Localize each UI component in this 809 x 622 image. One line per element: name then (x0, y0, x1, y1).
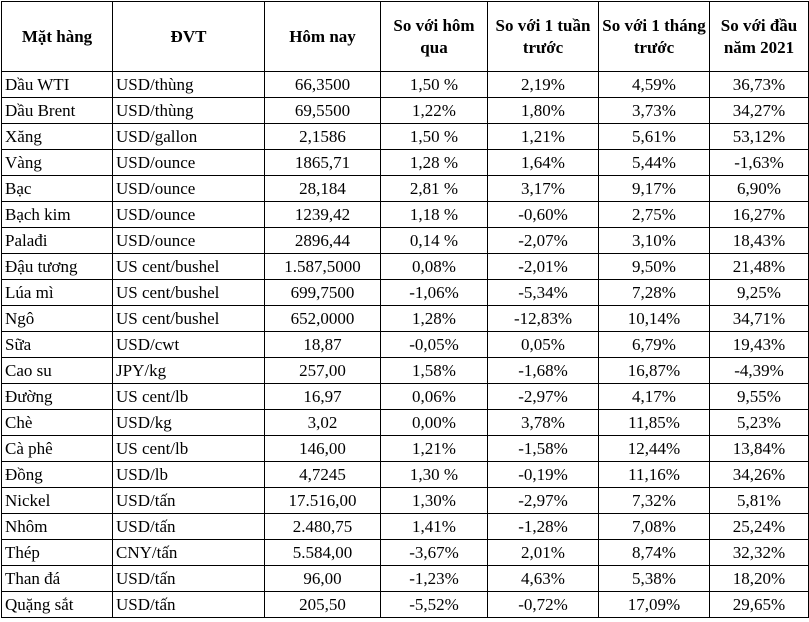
table-row (2, 410, 809, 436)
cell-vs-week: 4,63% (488, 566, 599, 592)
cell-unit: USD/cwt (113, 332, 265, 358)
table-row (2, 592, 809, 618)
cell-vs-yesterday: 0,08% (381, 254, 488, 280)
cell-vs-year-start: 5,23% (710, 410, 809, 436)
cell-today: 1239,42 (265, 202, 381, 228)
cell-vs-month: 7,32% (599, 488, 710, 514)
cell-vs-year-start: 36,73% (710, 72, 809, 98)
table-row (2, 254, 809, 280)
cell-unit: US cent/lb (113, 384, 265, 410)
cell-vs-year-start: 9,55% (710, 384, 809, 410)
cell-unit: US cent/bushel (113, 280, 265, 306)
cell-vs-yesterday: 0,00% (381, 410, 488, 436)
table-row (2, 228, 809, 254)
table-row (2, 540, 809, 566)
cell-commodity: Thép (2, 540, 113, 566)
cell-today: 1865,71 (265, 150, 381, 176)
header-row (2, 2, 809, 72)
cell-vs-year-start: 34,71% (710, 306, 809, 332)
cell-vs-month: 2,75% (599, 202, 710, 228)
table-row (2, 384, 809, 410)
cell-today: 652,0000 (265, 306, 381, 332)
cell-commodity: Vàng (2, 150, 113, 176)
cell-today: 69,5500 (265, 98, 381, 124)
cell-vs-week: -0,72% (488, 592, 599, 618)
table-row (2, 150, 809, 176)
cell-commodity: Đường (2, 384, 113, 410)
cell-vs-yesterday: -1,23% (381, 566, 488, 592)
cell-today: 16,97 (265, 384, 381, 410)
cell-vs-yesterday: 0,14 % (381, 228, 488, 254)
cell-vs-month: 5,61% (599, 124, 710, 150)
cell-vs-year-start: 5,81% (710, 488, 809, 514)
cell-today: 146,00 (265, 436, 381, 462)
cell-commodity: Than đá (2, 566, 113, 592)
cell-commodity: Sữa (2, 332, 113, 358)
cell-vs-yesterday: 2,81 % (381, 176, 488, 202)
cell-today: 66,3500 (265, 72, 381, 98)
cell-vs-week: -1,68% (488, 358, 599, 384)
cell-vs-year-start: -1,63% (710, 150, 809, 176)
cell-vs-week: -12,83% (488, 306, 599, 332)
cell-vs-month: 5,38% (599, 566, 710, 592)
cell-commodity: Cao su (2, 358, 113, 384)
cell-vs-month: 6,79% (599, 332, 710, 358)
table-row (2, 280, 809, 306)
cell-commodity: Chè (2, 410, 113, 436)
cell-unit: USD/thùng (113, 72, 265, 98)
cell-unit: USD/lb (113, 462, 265, 488)
table-row (2, 566, 809, 592)
cell-vs-month: 4,59% (599, 72, 710, 98)
cell-today: 18,87 (265, 332, 381, 358)
cell-unit: USD/ounce (113, 228, 265, 254)
cell-vs-year-start: 18,43% (710, 228, 809, 254)
cell-vs-year-start: -4,39% (710, 358, 809, 384)
cell-vs-month: 7,08% (599, 514, 710, 540)
cell-today: 3,02 (265, 410, 381, 436)
cell-vs-month: 3,73% (599, 98, 710, 124)
cell-commodity: Dầu Brent (2, 98, 113, 124)
table-row (2, 332, 809, 358)
cell-unit: USD/tấn (113, 566, 265, 592)
cell-commodity: Nickel (2, 488, 113, 514)
cell-unit: USD/tấn (113, 592, 265, 618)
cell-vs-yesterday: 0,06% (381, 384, 488, 410)
cell-vs-year-start: 21,48% (710, 254, 809, 280)
cell-vs-month: 7,28% (599, 280, 710, 306)
header-commodity: Mặt hàng (2, 2, 113, 72)
cell-vs-week: 2,01% (488, 540, 599, 566)
cell-commodity: Bạch kim (2, 202, 113, 228)
cell-vs-month: 11,16% (599, 462, 710, 488)
cell-commodity: Quặng sắt (2, 592, 113, 618)
cell-vs-year-start: 29,65% (710, 592, 809, 618)
cell-today: 205,50 (265, 592, 381, 618)
cell-vs-yesterday: -3,67% (381, 540, 488, 566)
cell-vs-yesterday: 1,30% (381, 488, 488, 514)
cell-vs-week: -2,01% (488, 254, 599, 280)
cell-vs-month: 11,85% (599, 410, 710, 436)
cell-vs-yesterday: 1,30 % (381, 462, 488, 488)
cell-vs-year-start: 19,43% (710, 332, 809, 358)
cell-vs-week: 3,78% (488, 410, 599, 436)
cell-vs-month: 12,44% (599, 436, 710, 462)
cell-vs-year-start: 6,90% (710, 176, 809, 202)
table-body (2, 72, 809, 618)
commodity-price-table (1, 1, 809, 618)
table-row (2, 124, 809, 150)
table-row (2, 514, 809, 540)
cell-today: 257,00 (265, 358, 381, 384)
cell-today: 2.480,75 (265, 514, 381, 540)
cell-vs-year-start: 9,25% (710, 280, 809, 306)
cell-vs-yesterday: 1,28 % (381, 150, 488, 176)
cell-commodity: Nhôm (2, 514, 113, 540)
header-vs-month: So với 1 tháng trước (599, 2, 710, 72)
table-row (2, 202, 809, 228)
cell-vs-yesterday: 1,58% (381, 358, 488, 384)
cell-vs-week: -0,19% (488, 462, 599, 488)
cell-vs-week: -1,58% (488, 436, 599, 462)
cell-today: 96,00 (265, 566, 381, 592)
cell-unit: USD/ounce (113, 150, 265, 176)
cell-unit: USD/ounce (113, 176, 265, 202)
cell-unit: USD/thùng (113, 98, 265, 124)
cell-today: 2,1586 (265, 124, 381, 150)
cell-today: 17.516,00 (265, 488, 381, 514)
cell-vs-year-start: 34,26% (710, 462, 809, 488)
cell-unit: US cent/bushel (113, 306, 265, 332)
cell-commodity: Dầu WTI (2, 72, 113, 98)
cell-vs-month: 3,10% (599, 228, 710, 254)
cell-vs-week: -2,07% (488, 228, 599, 254)
cell-vs-month: 8,74% (599, 540, 710, 566)
cell-vs-yesterday: 1,28% (381, 306, 488, 332)
cell-vs-yesterday: 1,50 % (381, 72, 488, 98)
cell-unit: US cent/bushel (113, 254, 265, 280)
cell-vs-yesterday: 1,21% (381, 436, 488, 462)
cell-commodity: Đồng (2, 462, 113, 488)
header-vs-week: So với 1 tuần trước (488, 2, 599, 72)
table-row (2, 98, 809, 124)
table-row (2, 72, 809, 98)
table-row (2, 436, 809, 462)
cell-unit: USD/ounce (113, 202, 265, 228)
cell-vs-year-start: 18,20% (710, 566, 809, 592)
cell-vs-month: 9,50% (599, 254, 710, 280)
cell-vs-month: 5,44% (599, 150, 710, 176)
cell-vs-week: 0,05% (488, 332, 599, 358)
cell-unit: CNY/tấn (113, 540, 265, 566)
cell-today: 2896,44 (265, 228, 381, 254)
cell-vs-month: 9,17% (599, 176, 710, 202)
cell-vs-week: -2,97% (488, 488, 599, 514)
cell-unit: USD/tấn (113, 488, 265, 514)
cell-today: 5.584,00 (265, 540, 381, 566)
cell-vs-week: 2,19% (488, 72, 599, 98)
cell-vs-month: 10,14% (599, 306, 710, 332)
cell-unit: USD/kg (113, 410, 265, 436)
cell-vs-week: -1,28% (488, 514, 599, 540)
cell-today: 1.587,5000 (265, 254, 381, 280)
cell-commodity: Xăng (2, 124, 113, 150)
cell-vs-yesterday: 1,22% (381, 98, 488, 124)
cell-vs-yesterday: -1,06% (381, 280, 488, 306)
cell-unit: JPY/kg (113, 358, 265, 384)
cell-vs-month: 17,09% (599, 592, 710, 618)
cell-vs-year-start: 13,84% (710, 436, 809, 462)
table-row (2, 358, 809, 384)
cell-vs-month: 16,87% (599, 358, 710, 384)
cell-unit: USD/gallon (113, 124, 265, 150)
header-today: Hôm nay (265, 2, 381, 72)
cell-commodity: Cà phê (2, 436, 113, 462)
header-unit: ĐVT (113, 2, 265, 72)
cell-commodity: Đậu tương (2, 254, 113, 280)
cell-today: 4,7245 (265, 462, 381, 488)
cell-vs-week: -0,60% (488, 202, 599, 228)
cell-commodity: Bạc (2, 176, 113, 202)
cell-vs-yesterday: 1,41% (381, 514, 488, 540)
cell-vs-yesterday: -0,05% (381, 332, 488, 358)
cell-vs-month: 4,17% (599, 384, 710, 410)
cell-vs-week: 1,64% (488, 150, 599, 176)
cell-commodity: Ngô (2, 306, 113, 332)
cell-vs-week: -5,34% (488, 280, 599, 306)
cell-vs-week: -2,97% (488, 384, 599, 410)
table-row (2, 306, 809, 332)
cell-vs-year-start: 25,24% (710, 514, 809, 540)
table-row (2, 462, 809, 488)
cell-vs-yesterday: -5,52% (381, 592, 488, 618)
header-vs-year-start: So với đầu năm 2021 (710, 2, 809, 72)
cell-vs-yesterday: 1,18 % (381, 202, 488, 228)
cell-vs-week: 3,17% (488, 176, 599, 202)
table-row (2, 488, 809, 514)
cell-vs-year-start: 53,12% (710, 124, 809, 150)
cell-vs-year-start: 32,32% (710, 540, 809, 566)
cell-unit: USD/tấn (113, 514, 265, 540)
header-vs-yesterday: So với hôm qua (381, 2, 488, 72)
cell-vs-yesterday: 1,50 % (381, 124, 488, 150)
cell-vs-year-start: 16,27% (710, 202, 809, 228)
cell-vs-year-start: 34,27% (710, 98, 809, 124)
cell-commodity: Lúa mì (2, 280, 113, 306)
cell-vs-week: 1,21% (488, 124, 599, 150)
cell-today: 699,7500 (265, 280, 381, 306)
table-row (2, 176, 809, 202)
cell-vs-week: 1,80% (488, 98, 599, 124)
cell-today: 28,184 (265, 176, 381, 202)
cell-commodity: Palađi (2, 228, 113, 254)
cell-unit: US cent/lb (113, 436, 265, 462)
